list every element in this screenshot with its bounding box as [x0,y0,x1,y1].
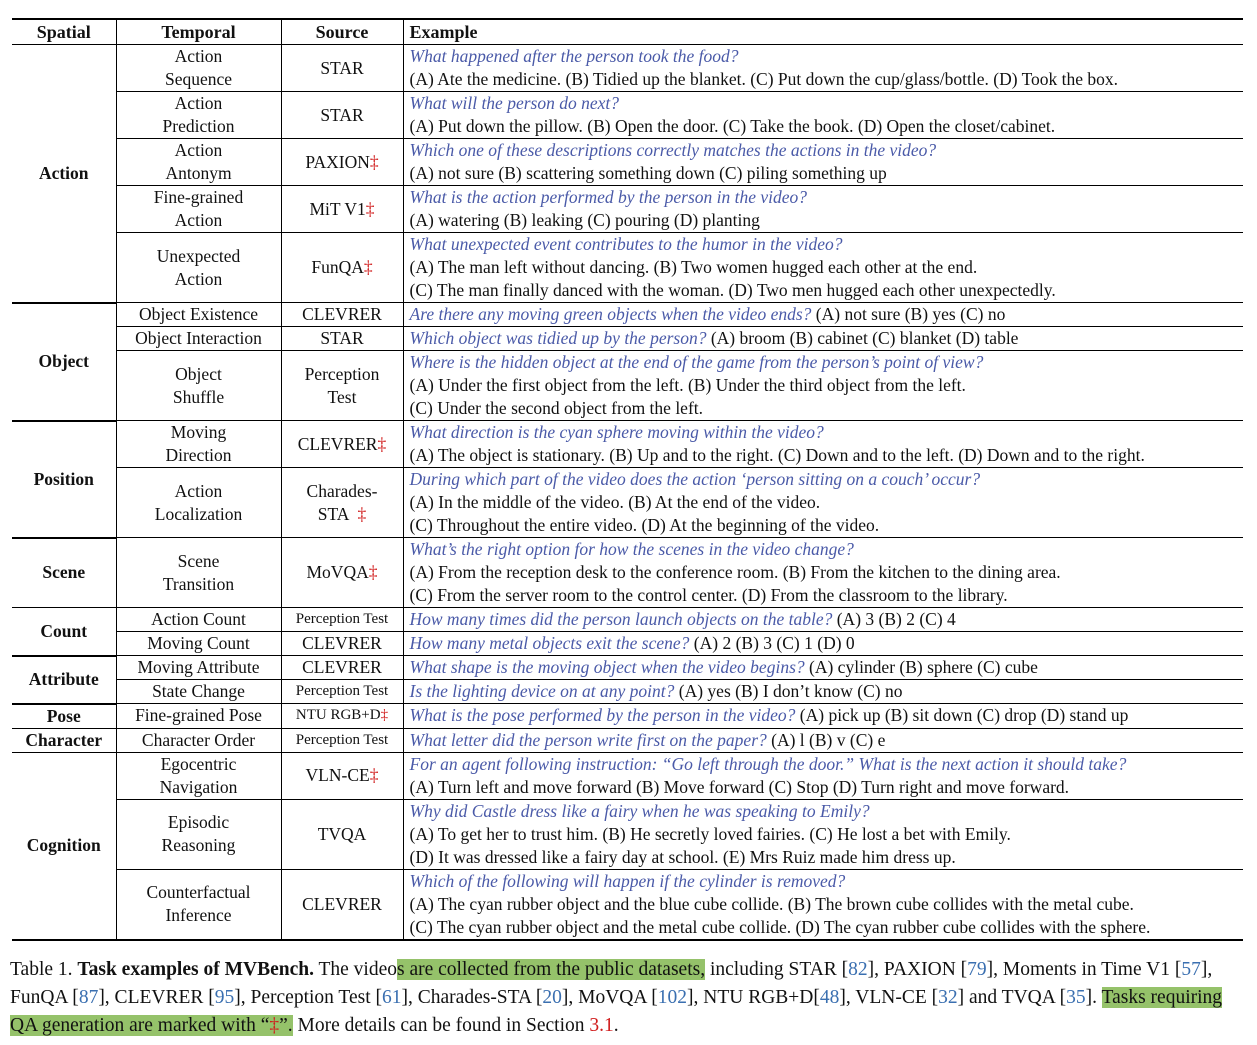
example-cell [403,468,1243,538]
temporal-text: Action [174,480,223,501]
example-cell [403,608,1243,632]
source-cell [281,704,403,729]
question-text: Which of the following will happen if the cylinder is removed? [409,870,846,891]
citation-link[interactable]: 82 [848,959,868,980]
source-cell [281,92,403,139]
temporal-text: Direction [165,445,232,465]
citation-link[interactable]: 102 [657,987,688,1008]
source-text: Charades- [306,480,378,501]
question-text: How many metal objects exit the scene? [409,633,690,653]
source-cell [281,303,403,327]
inline-options: (A) yes (B) I don’t know (C) no [674,681,903,701]
example-cell [403,799,1243,869]
temporal-text: Reasoning [161,835,236,855]
caption-text: including STAR [ [705,959,849,980]
caption-text: ] and TVQA [ [957,987,1067,1008]
options-line: (A) In the middle of the video. (B) At the end of the video. [409,492,821,512]
question-line [410,538,1244,561]
question-text: Why did Castle dress like a fairy when he was speaking to Emily? [409,800,870,821]
caption-text: The video [313,959,397,980]
question-text: Which object was tidied up by the person? [409,328,707,348]
temporal-text: Unexpected [156,245,241,266]
table-row [12,351,1243,421]
temporal-text: Scene [177,550,220,571]
citation-link[interactable]: 35 [1066,987,1086,1008]
options-line: (A) The object is stationary. (B) Up and to the right. (C) Down and to the left. (D) Down and to the right. [409,445,1145,465]
question-text: What’s the right option for how the scenes in the video change? [409,539,854,559]
temporal-text: Action [174,46,223,66]
inline-options: (A) pick up (B) sit down (C) drop (D) stand up [795,705,1129,726]
source-text: MoVQA [306,562,369,582]
question-line [410,632,1244,655]
section-link[interactable]: 3.1 [589,1015,614,1036]
temporal-cell [116,608,281,632]
source-text: CLEVRER [302,893,382,914]
options-line: (A) Under the first object from the left. (B) Under the third object from the left. [409,375,966,395]
example-cell [403,632,1243,656]
question-line [410,92,1244,115]
inline-options: (A) 3 (B) 2 (C) 4 [832,609,956,629]
inline-options: (A) cylinder (B) sphere (C) cube [804,657,1038,677]
source-cell [281,680,403,704]
inline-options: (A) not sure (B) yes (C) no [811,304,1006,324]
options-line: (C) The man finally danced with the woman. (D) Two men hugged each other unexpectedly. [409,280,1056,300]
question-line [410,45,1244,68]
table-row [12,608,1243,632]
source-text: CLEVRER [302,657,382,677]
temporal-cell [116,45,281,92]
source-cell [281,45,403,92]
temporal-text: Counterfactual [146,882,251,902]
temporal-cell [116,468,281,538]
question-line [410,680,1244,703]
temporal-text: Moving [170,422,227,442]
table-header-row [12,19,1243,45]
task-examples-table [12,18,1243,941]
dagger-mark: ‡ [363,257,373,277]
source-text: VLN-CE [305,765,370,785]
dagger-mark: ‡ [369,765,379,785]
source-text: STA [317,503,350,524]
options-line: (A) Turn left and move forward (B) Move forward (C) Stop (D) Turn right and move forward. [409,776,1070,797]
temporal-cell [116,351,281,421]
table-body [12,45,1243,940]
source-text: STAR [320,104,364,125]
question-text: What is the pose performed by the person in the video? [409,705,796,726]
question-line [410,303,1244,326]
source-line [282,503,403,526]
source-text: TVQA [317,823,367,844]
temporal-cell [116,752,281,799]
spatial-cell: Pose [12,704,116,729]
table-row [12,656,1243,680]
example-cell [403,656,1243,680]
caption-text: ], CLEVRER [ [98,987,215,1008]
source-cell [281,608,403,632]
temporal-text: Localization [154,503,243,524]
options-line: (A) Ate the medicine. (B) Tidied up the blanket. (C) Put down the cup/glass/bottle. (D) Took the box. [409,69,1119,89]
caption-highlight-text: ”. [279,1015,293,1036]
citation-link[interactable]: 48 [819,987,840,1008]
source-text: CLEVRER [302,633,382,653]
question-line [410,753,1244,776]
temporal-text: Antonym [165,163,232,183]
source-text: PAXION [305,151,370,172]
temporal-text: Prediction [162,116,235,136]
example-cell [403,186,1243,233]
example-cell [403,538,1243,608]
citation-link[interactable]: 79 [967,959,987,980]
question-line [410,608,1244,631]
source-text: STAR [320,328,364,348]
question-text: Where is the hidden object at the end of the game from the person’s point of view? [409,352,984,372]
temporal-cell [116,632,281,656]
temporal-text: Fine-grained Pose [135,705,262,726]
example-cell [403,92,1243,139]
source-text: NTU RGB+D [295,707,381,724]
caption-text: ], VLN-CE [ [839,987,939,1008]
question-text: What shape is the moving object when the video begins? [409,657,805,677]
question-text: Is the lighting device on at any point? [409,681,675,701]
source-text: Perception [304,363,380,384]
temporal-text: Transition [162,573,235,594]
source-cell [281,139,403,186]
source-cell [281,656,403,680]
example-cell [403,752,1243,799]
source-cell [281,728,403,752]
temporal-text: Inference [165,905,232,925]
spatial-cell: Position [12,421,116,538]
inline-options: (A) l (B) v (C) e [766,729,886,750]
dagger-mark: ‡ [368,562,378,582]
spatial-cell: Scene [12,538,116,608]
source-cell [281,186,403,233]
temporal-cell [116,303,281,327]
source-text: Perception Test [295,731,389,748]
temporal-cell [116,869,281,940]
table-row [12,303,1243,327]
example-cell [403,421,1243,468]
table-row [12,869,1243,940]
temporal-cell [116,704,281,729]
question-text: Are there any moving green objects when the video ends? [409,304,812,324]
options-line: (A) From the reception desk to the conference room. (B) From the kitchen to the dining area. [409,562,1061,582]
temporal-cell [116,92,281,139]
example-cell [403,327,1243,351]
dagger-mark: ‡ [365,198,375,219]
temporal-cell [116,139,281,186]
source-text: Perception Test [295,611,389,627]
citation-link[interactable]: 20 [542,987,562,1008]
temporal-cell [116,233,281,303]
caption-text: . [613,1015,619,1036]
example-cell [403,45,1243,92]
options-line: (C) Under the second object from the left. [409,398,704,418]
table-row [12,632,1243,656]
temporal-text: Object Interaction [135,328,262,348]
options-line: (A) Put down the pillow. (B) Open the door. (C) Take the book. (D) Open the closet/cabinet. [409,116,1056,136]
question-line [410,729,1244,752]
table-row [12,752,1243,799]
caption-text: ], FunQA [ [10,959,1213,1008]
question-line [410,800,1244,823]
source-cell [281,327,403,351]
temporal-text: Character Order [141,729,256,750]
caption-highlight-text: Tasks requiring QA generation are marked with “ [10,987,1223,1036]
question-text: For an agent following instruction: “Go left through the door.” What is the next action it should take? [409,753,1127,774]
temporal-cell [116,421,281,468]
temporal-text: State Change [152,681,245,701]
options-line: (A) not sure (B) scattering something down (C) piling something up [409,163,887,183]
spatial-cell: Count [12,608,116,656]
question-text: What unexpected event contributes to the humor in the video? [409,234,843,254]
caption-text: ], Moments in Time V1 [ [986,959,1182,980]
source-text: CLEVRER [302,304,382,324]
caption-text: ], NTU RGB+D[ [687,987,820,1008]
temporal-cell [116,728,281,752]
question-line [410,186,1244,209]
example-cell [403,869,1243,940]
table-row [12,186,1243,233]
table-row [12,233,1243,303]
source-text: FunQA [311,257,364,277]
caption-text: More details can be found in Section [292,1015,590,1036]
source-cell [281,869,403,940]
temporal-text: Shuffle [172,386,225,407]
question-line [410,327,1244,350]
temporal-text: Moving Count [147,633,250,653]
caption-text: ]. [1085,987,1102,1008]
question-text: What will the person do next? [409,93,619,113]
citation-link[interactable]: 57 [1181,959,1201,980]
source-text: MiT V1 [309,198,366,219]
spatial-cell: Character [12,728,116,752]
temporal-text: Object Existence [138,304,259,324]
temporal-cell [116,656,281,680]
caption-title: Task examples of MVBench. [77,959,314,980]
example-cell [403,728,1243,752]
question-text: Which one of these descriptions correctly matches the actions in the video? [409,140,937,160]
question-text: What letter did the person write first on the paper? [409,729,767,750]
temporal-text: Sequence [164,69,233,89]
spatial-cell: Action [12,45,116,303]
temporal-cell [116,799,281,869]
spatial-cell: Object [12,303,116,421]
question-line [410,656,1244,679]
temporal-cell [116,186,281,233]
spatial-cell: Attribute [12,656,116,704]
table-row [12,139,1243,186]
temporal-cell [116,680,281,704]
question-line [410,421,1244,444]
example-cell [403,704,1243,729]
question-text: What is the action performed by the person in the video? [409,187,808,207]
temporal-text: Fine-grained [153,187,244,207]
source-cell [281,752,403,799]
table-row [12,468,1243,538]
source-text: Perception Test [295,683,389,699]
options-line: (A) The man left without dancing. (B) Two women hugged each other at the end. [409,257,978,277]
question-line [410,351,1244,374]
dagger-mark: ‡ [369,151,379,172]
citation-link[interactable]: 61 [382,987,402,1008]
table-row [12,421,1243,468]
temporal-text: Action [174,210,223,230]
citation-link[interactable]: 95 [214,987,235,1008]
header-spatial: Spatial [12,19,116,45]
question-text: How many times did the person launch objects on the table? [409,609,833,629]
example-cell [403,139,1243,186]
table-row [12,799,1243,869]
source-cell [281,538,403,608]
header-temporal: Temporal [116,19,281,45]
options-line: (D) It was dressed like a fairy day at school. (E) Mrs Ruiz made him dress up. [409,846,956,867]
header-source: Source [281,19,403,45]
options-line: (C) Throughout the entire video. (D) At the beginning of the video. [409,515,880,535]
table-row [12,327,1243,351]
source-cell [281,233,403,303]
citation-link[interactable]: 87 [78,987,99,1008]
caption-text: ], MoVQA [ [561,987,658,1008]
table-caption [10,956,1250,1040]
temporal-cell [116,327,281,351]
options-line: (C) The cyan rubber object and the metal cube collide. (D) The cyan rubber cube collides with the sphere. [409,916,1151,937]
caption-label: Table 1. [10,959,73,980]
source-cell [281,799,403,869]
table-row [12,538,1243,608]
question-line [410,870,1244,893]
source-text: CLEVRER [297,433,378,454]
temporal-text: Object [175,363,222,384]
table-row [12,92,1243,139]
example-cell [403,233,1243,303]
caption-highlight: s are collected from the public datasets, [397,959,706,980]
question-line [410,704,1244,727]
example-cell [403,351,1243,421]
options-line: (A) The cyan rubber object and the blue cube collide. (B) The brown cube collides with the metal cube. [409,893,1134,914]
caption-text: ], PAXION [ [867,959,968,980]
question-text: What direction is the cyan sphere moving within the video? [409,422,824,442]
citation-link[interactable]: 32 [938,987,958,1008]
options-line: (A) watering (B) leaking (C) pouring (D) planting [409,210,760,230]
source-cell [281,421,403,468]
table-row [12,704,1243,729]
temporal-text: Action [174,140,223,160]
temporal-text: Action [174,93,223,113]
header-example: Example [403,19,1243,45]
options-line: (A) To get her to trust him. (B) He secretly loved fairies. (C) He lost a bet with Emily. [409,823,1011,844]
question-line [410,468,1244,491]
question-line [410,233,1244,256]
inline-options: (A) broom (B) cabinet (C) blanket (D) table [706,328,1019,348]
example-cell [403,680,1243,704]
temporal-text: Action Count [151,609,246,629]
spatial-cell: Cognition [12,752,116,940]
source-text: STAR [320,57,364,78]
caption-text: ], Charades-STA [ [401,987,543,1008]
dagger-mark: ‡ [269,1015,280,1036]
dagger-mark: ‡ [357,503,367,524]
options-line: (C) From the server room to the control center. (D) From the classroom to the library. [409,585,1008,605]
temporal-text: Episodic [167,812,230,832]
source-cell [281,351,403,421]
inline-options: (A) 2 (B) 3 (C) 1 (D) 0 [689,633,855,653]
table-row [12,680,1243,704]
question-line [410,139,1244,162]
temporal-cell [116,538,281,608]
question-text: During which part of the video does the action ‘person sitting on a couch’ occur? [409,469,981,489]
source-text: Test [327,386,357,407]
temporal-text: Navigation [159,776,238,797]
dagger-mark: ‡ [380,707,389,724]
table-row [12,45,1243,92]
source-cell [281,468,403,538]
temporal-text: Action [174,268,223,289]
dagger-mark: ‡ [377,433,387,454]
caption-text: ], Perception Test [ [234,987,383,1008]
table-row [12,728,1243,752]
example-cell [403,303,1243,327]
temporal-text: Moving Attribute [137,657,260,677]
temporal-text: Egocentric [160,753,237,774]
question-text: What happened after the person took the food? [409,46,739,66]
source-cell [281,632,403,656]
